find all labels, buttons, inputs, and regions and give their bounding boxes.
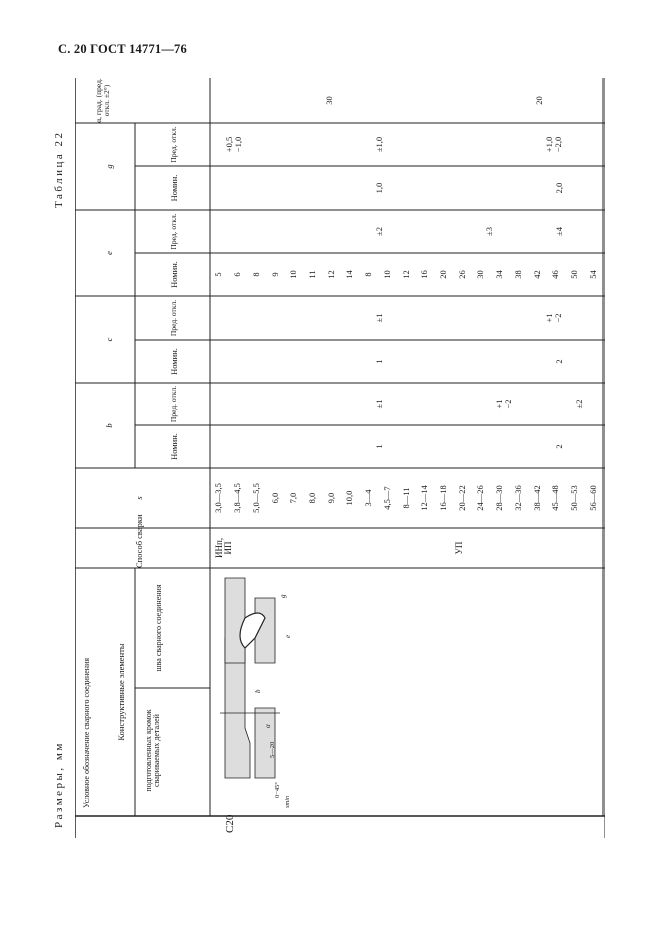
s-header: s (134, 496, 144, 500)
method-header: Способ сварки (134, 514, 144, 568)
label-angle: 0−45° (274, 781, 281, 798)
e-value: 11 (306, 270, 317, 279)
g-tol-header: Пред. откл. (169, 126, 178, 163)
e-value: 50 (568, 270, 579, 279)
s-value: 6,0 (269, 492, 280, 504)
page-header: С. 20 ГОСТ 14771—76 (58, 42, 187, 56)
s-value: 3—4 (363, 489, 374, 507)
weld-drawings (75, 568, 605, 838)
s-value: 20—22 (456, 485, 467, 511)
s-value: 28—30 (494, 485, 505, 511)
g-tol-3: +1,0 −2,0 (544, 136, 564, 153)
alpha-2: 20 (534, 96, 544, 105)
g-tol-2: ±1,0 (374, 136, 384, 153)
e-value: 16 (419, 270, 430, 279)
g-nominal-2: 2,0 (554, 182, 564, 194)
e-value: 54 (587, 270, 598, 279)
e-nominal-header: Номин. (169, 261, 179, 288)
label-e: e (284, 634, 292, 638)
s-value: 7,0 (288, 492, 299, 504)
e-tol-1: ±2 (374, 227, 384, 236)
e-value: 14 (344, 270, 355, 279)
designation-header: Условное обозначение сварного соединения (82, 657, 91, 808)
s-value: 24—26 (475, 485, 486, 511)
e-value: 8 (363, 272, 374, 277)
label-b: b (254, 689, 262, 693)
g-nominal-header: Номин. (169, 174, 179, 202)
s-value: 8—11 (400, 487, 411, 509)
e-value: 42 (531, 270, 542, 279)
s-value: 56—60 (587, 485, 598, 511)
e-value: 5 (213, 272, 224, 277)
c-tol-1: ±1 (374, 313, 384, 323)
alpha-header: α, град. (пред. откл. ±2°) (94, 78, 111, 123)
b-tol-2: +1 −2 (494, 399, 514, 409)
s-value: 8,0 (306, 492, 317, 504)
e-value: 38 (512, 270, 523, 279)
b-nominal-header: Номин. (169, 433, 179, 460)
e-value: 20 (437, 270, 448, 279)
method-2: УП (454, 541, 464, 555)
c-nominal-header: Номин. (169, 348, 179, 375)
b-nominal-1: 1 (374, 444, 384, 449)
label-alpha: α (264, 724, 272, 728)
c-tol-2: +1 −2 (544, 313, 564, 323)
e-value: 10 (381, 270, 392, 279)
e-value: 9 (269, 272, 280, 277)
s-value: 3,0—3,5 (213, 483, 224, 513)
g-tol-1: +0,5 −1,0 (224, 136, 244, 153)
e-tol-2: ±3 (484, 227, 494, 236)
e-value: 12 (400, 270, 411, 279)
s-value: 45—48 (550, 485, 561, 511)
s-value: 50—53 (568, 485, 579, 511)
s-value: 3,8—4,5 (232, 483, 243, 513)
alpha-1: 30 (324, 96, 334, 105)
label-smin: smin (284, 795, 291, 808)
s-value: 32—36 (512, 485, 523, 511)
b-tol-1: ±1 (374, 399, 384, 409)
c-tol-header: Пред. откл. (169, 299, 178, 337)
g-header: g (104, 164, 114, 169)
e-value: 30 (475, 270, 486, 279)
s-value: 10,0 (344, 490, 355, 506)
table-title: Таблица 22 (53, 130, 65, 208)
s-value: 38—42 (531, 485, 542, 511)
label-g: g (279, 594, 287, 598)
c-nominal-2: 2 (554, 359, 564, 364)
b-nominal-2: 2 (554, 444, 564, 449)
e-value: 46 (550, 270, 561, 279)
g-nominal-1: 1,0 (374, 182, 384, 194)
s-value: 4,5—7 (381, 486, 392, 510)
label-h: 5—20 (269, 741, 276, 758)
e-header: e (104, 251, 114, 255)
e-value: 10 (288, 270, 299, 279)
e-value: 34 (494, 270, 505, 279)
c-header: c (104, 337, 114, 342)
dimensions-title: Размеры, мм (53, 741, 65, 828)
constructive-header: Конструктивные элементы (116, 643, 126, 741)
designation-value: С20 (224, 814, 236, 833)
e-tol-3: ±4 (554, 227, 564, 236)
s-value: 9,0 (325, 492, 336, 504)
b-tol-header: Пред. откл. (169, 385, 178, 423)
e-value: 6 (232, 272, 243, 277)
e-value: 26 (456, 270, 467, 279)
method-1: ИНп, ИП (214, 537, 233, 558)
prepared-edges-header: подготовленных кромок свариваемых деталей (144, 709, 161, 792)
b-header: b (104, 423, 114, 428)
b-tol-3: ±2 (574, 399, 584, 409)
s-value: 12—14 (419, 485, 430, 511)
s-value: 16—18 (437, 485, 448, 511)
rotated-table (53, 78, 605, 838)
e-tol-header: Пред. откл. (169, 213, 178, 250)
e-value: 8 (250, 272, 261, 277)
c-nominal-1: 1 (374, 359, 384, 364)
weld-seam-header: шва сварного соединения (154, 584, 163, 672)
s-value: 5,0—5,5 (250, 483, 261, 513)
e-value: 12 (325, 270, 336, 279)
